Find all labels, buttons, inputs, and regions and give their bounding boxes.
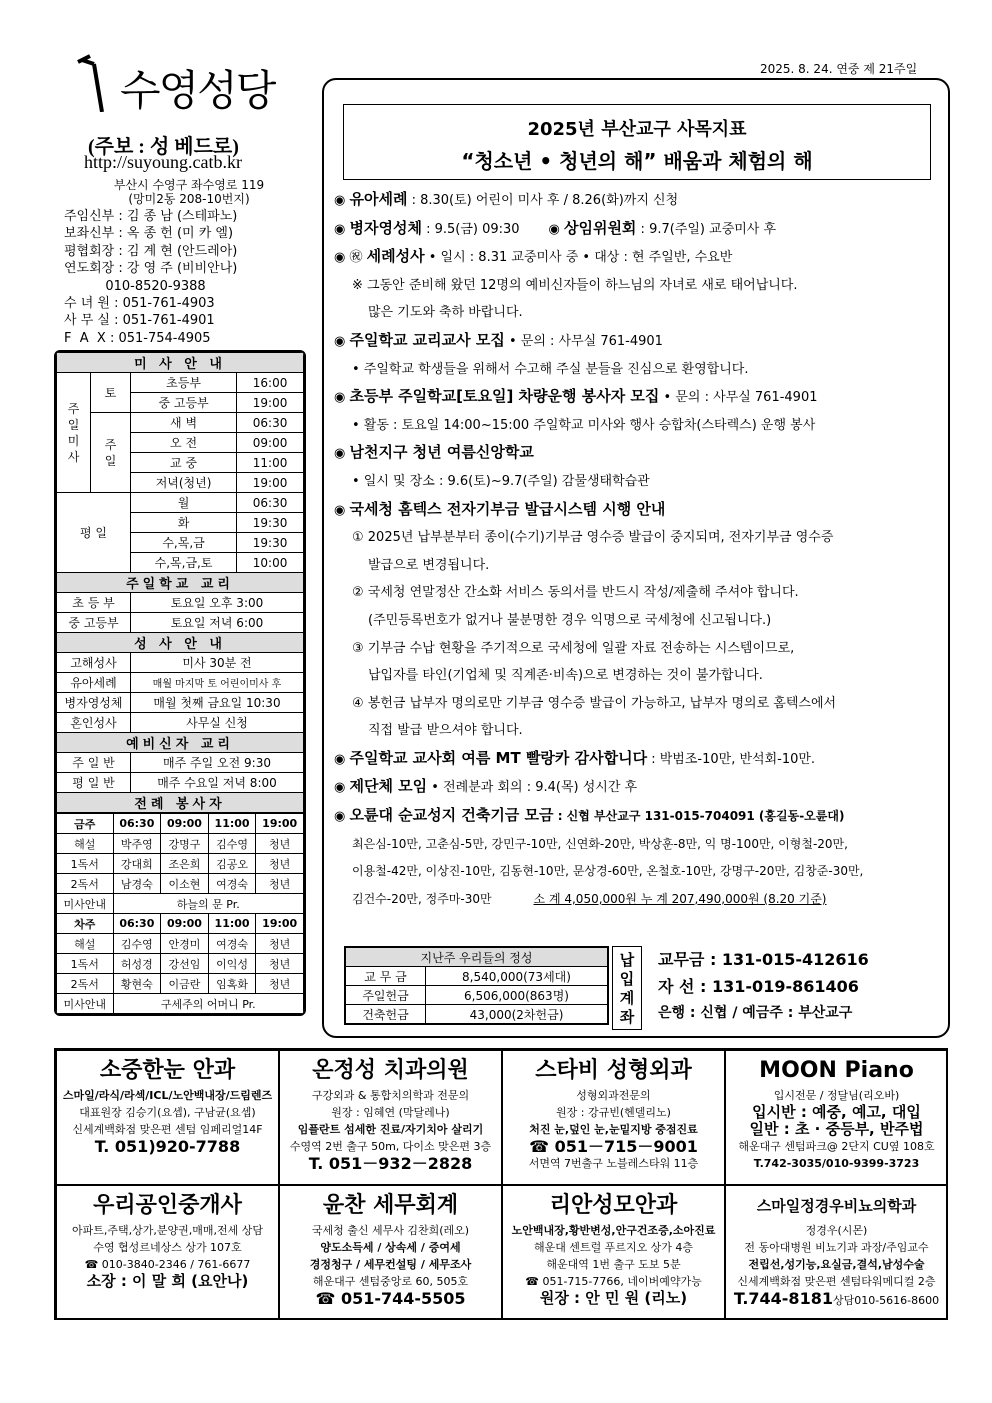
ad-urology[interactable]: 스마일정경우비뇨의학과 정경우(시몬) 전 동아대병원 비뇨기과 과장/주임교수 전립선,성기능,요실금,결석,남성수술 신세계백화점 맞은편 센텀타워메디컬 2층 T.744-8181상담010-5616-8600 [725,1185,948,1320]
offering-table: 지난주 우리들의 정성 교 무 금 8,540,000(73세대) 주일헌금 6,506,000(863명) 건축헌금 43,000(2차헌금) [344,946,609,1025]
ad-plastic-surgery[interactable]: 스타비 성형외과 성형외과전문의 원장 : 강규빈(헨델리노) 처진 눈,덮인 눈,눈밑지방 중점진료 ☎ 051－715－9001 서면역 7번출구 노블레스타워 11층 [502,1050,725,1185]
notice-list: ◉ 유아세례 : 8.30(토) 어린이 미사 후 / 8.26(화)까지 신청 ◉ 병자영성체 : 9.5(금) 09:30 ◉ 상임위원회 : 9.7(주일) 교중미사 후 ◉ ㊗ 세례성사 • 일시 : 8.31 교중미사 중 • 대상 : 현 주일반, 수요반 ※ 그동안 준비해 왔던 12명의 예비신자들이 하느님의 자녀로 새로 태어납니다. 많은 기도와 축하 바랍니다. ◉ 주일학교 교리교사 모집 • 문의 : 사무실 761-4901 • 주일학교 학생들을 위해서 수고해 주실 분들을 진심으로 환영합니다. ◉ 초등부 주일학교[토요일] 차량운행 봉사자 모집 • 문의 : 사무실 761-4901 • 활동 : 토요일 14:00~15:00 주일학교 미사와 행사 승합차(스타렉스) 운행 봉사 ◉ 남천지구 청년 여름신앙학교 • 일시 및 장소 : 9.6(토)~9.7(주일) 감물생태학습관 ◉ 국세청 홈텍스 전자기부금 발급시스템 시행 안내 ① 2025년 납부분부터 종이(수기)기부금 영수증 발급이 중지되며, 전자기부금 영수증 발급으로 변경됩니다. ② 국세청 연말정산 간소화 서비스 동의서를 반드시 작성/제출해 주셔야 합니다. (주민등록번호가 없거나 불분명한 경우 익명으로 국세청에 신고됩니다.) ③ 기부금 수납 현황을 주기적으로 국세청에 일괄 자료 전송하는 시스템이므로, 납입자를 타인(기업체 및 직계존·비속)으로 변경하는 것이 불가합니다. ④ 봉헌금 납부자 명의로만 기부금 영수증 발급이 가능하고, 납부자 명의로 홈텍스에서 직접 발급 받으셔야 합니다. ◉ 주일학교 교사회 여름 MT 빨랑카 감사합니다 : 박범조-10만, 반석회-10만. ◉ 제단체 모임 • 전례분과 회의 : 9.4(목) 성시간 후 ◉ 오륜대 순교성지 건축기금 모금 : 신협 부산교구 131-015-704091 (홍길동-오륜대) 최은심-10만, 고춘심-5만, 강민구-10만, 신연화-20만, 박상훈-8만, 익 명-100만, 이형철-20만, 이용철-42만, 이상진-10만, 김동현-10만, 문상경-60만, 온철호-10만, 강명구-20만, 김창준-30만, 김건수-20만, 정주마-30만 소 계 4,050,000원 누 계 207,490,000원 (8.20 기준) [334,190,864,906]
patron: (주보 : 성 베드로) [88,136,239,158]
website-link[interactable]: http://suyoung.catb.kr [84,152,242,172]
ad-tax[interactable]: 윤찬 세무회계 국세청 출신 세무사 김찬희(레오) 양도소득세 / 상속세 / 증여세 경정청구 / 세무컨설팅 / 세무조사 해운대구 센텀중앙로 60, 505호 ☎ 051-744-5505 [279,1185,502,1320]
pastoral-title: 2025년 부산교구 사목지표 “청소년 • 청년의 해” 배움과 체험의 해 [343,104,931,180]
account-info: 교무금 : 131-015-412616 자 선 : 131-019-861406 은행 : 신협 / 예금주 : 부산교구 [658,950,869,1021]
schedule-table: 미 사 안 내 주 일 미 사 토 초등부 16:00 중 고등부 19:00 주 일 새 벽 06:30 오 전 09:00 교 중 11:00 저녁(청년) 19:00 평 일 월 06:30 화 19:30 수,목,금 19:30 수,목,금,토 10:00 주일학교 교리 초 등 부 토요일 오후 3:00 중 고등부 토요일 저녁 6:00 성 사 안 내 고해성사 미사 30분 전 유아세례 매월 마지막 토 어린이미사 후 병자영성체 매월 첫째 금요일 10:30 혼인성사 사무실 신청 예비신자 교리 주 일 반 매주 주일 오전 9:30 평 일 반 매주 수요일 저녁 8:00 전례 봉사자 금주 06:30 09:00 11:00 19:00 해설 박주영 강명구 김수영 청년 1독서 강대희 조은희 김공오 청년 2독서 남경숙 이소현 여경숙 청년 미사안내 하늘의 문 Pr. 차주 06:30 09:00 11:00 19:00 해설 김수영 안경미 여경숙 청년 1독서 허성경 강선임 이익성 청년 2독서 황현숙 이금란 임혹화 청년 미사안내 구세주의 어머니 Pr. [54,350,306,1016]
ad-dental[interactable]: 온정성 치과의원 구강외과 & 통합치의학과 전문의 원장 : 임혜연 (막달레나) 임플란트 섬세한 진료/자기치아 살리기 수영역 2번 출구 50m, 다이소 맞은편 3층 T. 051－932－2828 [279,1050,502,1185]
ad-eye-clinic[interactable]: 소중한눈 안과 스마일/라식/라섹/ICL/노안백내장/드림렌즈 대표원장 김승기(요셉), 구남균(요셉) 신세계백화점 맞은편 센텀 임페리얼14F T. 051)920-7788 [56,1050,279,1185]
ad-piano[interactable]: MOON Piano 입시전문 / 정달님(리오바) 입시반 : 예중, 예고, 대입 일반 : 초 · 중등부, 반주법 해운대구 센텀파크@ 2단지 CU옆 108호 T.742-3035/010-9399-3723 [725,1050,948,1185]
ad-realty[interactable]: 우리공인중개사 아파트,주택,상가,분양권,매매,전세 상담 수영 협성르네상스 상가 107호 ☎ 010-3840-2346 / 761-6677 소장 : 이 말 희 (요안나) [56,1185,279,1320]
bulletin-date: 2025. 8. 24. 연중 제 21주일 [760,62,918,76]
ad-ophthalmology[interactable]: 리안성모안과 노안백내장,황반변성,안구건조증,소아진료 해운대 센트럴 푸르지오 상가 4층 해운대역 1번 출구 도보 5분 ☎ 051-715-7766, 네이버예약가능 원장 : 안 민 원 (리노) [502,1185,725,1320]
celebration-icon: ㊗ [349,250,363,266]
ads-section [54,1048,948,1320]
staff-list: 주임신부 : 김 종 남 (스테파노) 보좌신부 : 옥 종 헌 (미 카 엘) 평협회장 : 김 계 현 (안드레아) 연도회장 : 강 영 주 (비비안나) 010-8520-9388 수 녀 원 : 051-761-4903 사 무 실 : 051-761-4901 F A X : 051-754-4905 [64,209,238,346]
address: 부산시 수영구 좌수영로 119 (망미2동 208-10번지) [113,178,265,206]
account-label: 납입계좌 [612,946,642,1030]
logo-icon [72,52,112,112]
parish-logo: 수영성당 [120,66,275,115]
